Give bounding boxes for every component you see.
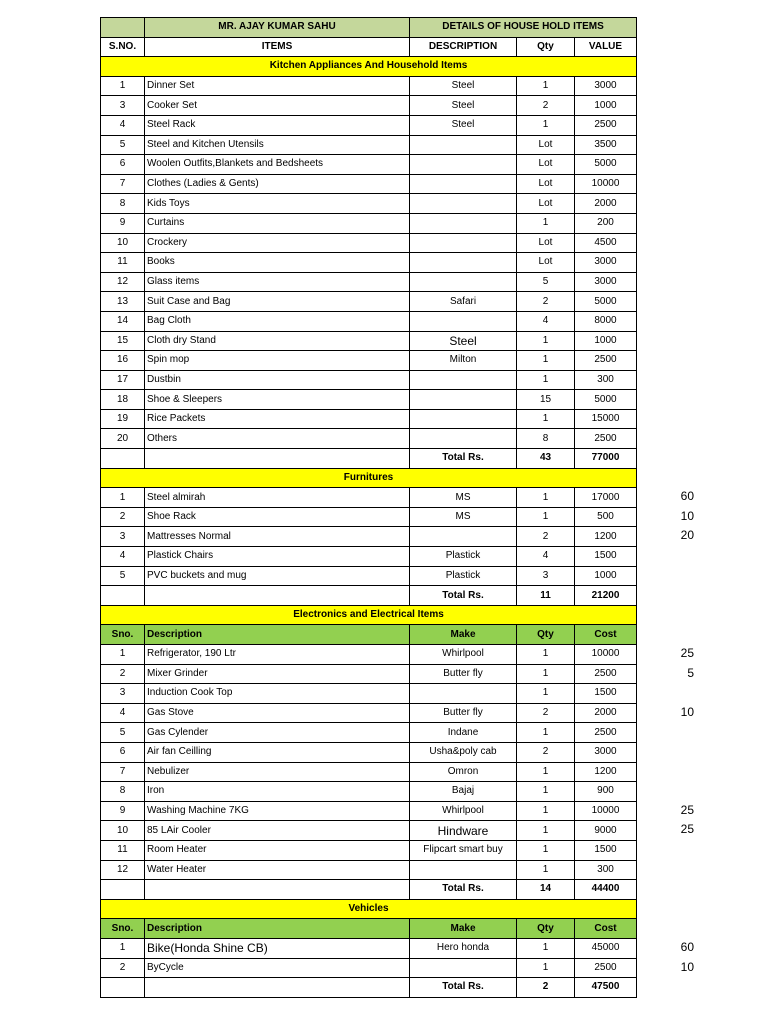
household-items-table [100, 17, 637, 998]
cell-sno: 17 [101, 370, 145, 390]
cell-description: Steel [410, 96, 517, 116]
cell-value: 3000 [575, 742, 637, 762]
section-header-qty: Qty [517, 919, 575, 939]
total-label: Total Rs. [410, 449, 517, 469]
cell-qty: Lot [517, 135, 575, 155]
cell-item: Water Heater [145, 860, 410, 880]
table-row [101, 76, 637, 96]
cell-item: Dustbin [145, 370, 410, 390]
cell-value: 1500 [575, 684, 637, 704]
cell-description: Flipcart smart buy [410, 840, 517, 860]
cell-description: Plastick [410, 566, 517, 586]
cell-description: Steel [410, 331, 517, 351]
cell-item: Woolen Outfits,Blankets and Bedsheets [145, 155, 410, 175]
side-note-number: 60 [680, 489, 694, 503]
cell-item: Cloth dry Stand [145, 331, 410, 351]
side-note-number: 20 [680, 528, 694, 542]
cell-sno: 11 [101, 840, 145, 860]
table-row [101, 566, 637, 586]
cell-value: 200 [575, 213, 637, 233]
title-row [101, 18, 637, 38]
cell-item: Others [145, 429, 410, 449]
cell-qty: 1 [517, 115, 575, 135]
column-header-value: VALUE [575, 37, 637, 57]
total-qty: 14 [517, 880, 575, 900]
cell-sno: 4 [101, 703, 145, 723]
cell-sno: 8 [101, 194, 145, 214]
total-spacer [145, 978, 410, 998]
cell-qty: 2 [517, 292, 575, 312]
cell-item: Shoe & Sleepers [145, 390, 410, 410]
cell-qty: 1 [517, 782, 575, 802]
side-note-number: 10 [680, 509, 694, 523]
table-row [101, 664, 637, 684]
cell-value: 1000 [575, 96, 637, 116]
cell-item: ByCycle [145, 958, 410, 978]
cell-item: Kids Toys [145, 194, 410, 214]
cell-sno: 8 [101, 782, 145, 802]
total-label: Total Rs. [410, 880, 517, 900]
total-qty: 2 [517, 978, 575, 998]
table-row [101, 645, 637, 665]
cell-sno: 20 [101, 429, 145, 449]
sheet-title: DETAILS OF HOUSE HOLD ITEMS [410, 18, 637, 38]
cell-item: Curtains [145, 213, 410, 233]
table-row [101, 938, 637, 958]
title-spacer [101, 18, 145, 38]
cell-value: 2500 [575, 958, 637, 978]
section-title: Furnitures [101, 468, 637, 488]
cell-item: Plastick Chairs [145, 547, 410, 567]
section-title: Vehicles [101, 899, 637, 919]
table-row [101, 155, 637, 175]
section-header-description: Description [145, 919, 410, 939]
cell-description [410, 155, 517, 175]
section-title: Electronics and Electrical Items [101, 605, 637, 625]
table-row [101, 194, 637, 214]
cell-sno: 6 [101, 742, 145, 762]
cell-item: Iron [145, 782, 410, 802]
table-row [101, 840, 637, 860]
cell-qty: 1 [517, 370, 575, 390]
cell-description: Hindware [410, 821, 517, 841]
table-row [101, 742, 637, 762]
cell-description: Plastick [410, 547, 517, 567]
cell-item: Gas Stove [145, 703, 410, 723]
cell-sno: 5 [101, 723, 145, 743]
cell-value: 2500 [575, 664, 637, 684]
cell-qty: 2 [517, 742, 575, 762]
cell-item: PVC buckets and mug [145, 566, 410, 586]
section-header-make: Make [410, 625, 517, 645]
cell-value: 9000 [575, 821, 637, 841]
table-row [101, 527, 637, 547]
cell-value: 900 [575, 782, 637, 802]
cell-description [410, 135, 517, 155]
cell-qty: 8 [517, 429, 575, 449]
side-note-number: 5 [687, 666, 694, 680]
owner-name: MR. AJAY KUMAR SAHU [145, 18, 410, 38]
table-row [101, 860, 637, 880]
section-title-row [101, 468, 637, 488]
cell-qty: 1 [517, 76, 575, 96]
cell-item: Shoe Rack [145, 507, 410, 527]
total-qty: 11 [517, 586, 575, 606]
total-spacer [101, 880, 145, 900]
total-value: 77000 [575, 449, 637, 469]
cell-description [410, 684, 517, 704]
cell-value: 2500 [575, 115, 637, 135]
cell-qty: 2 [517, 527, 575, 547]
table-row [101, 331, 637, 351]
cell-qty: 1 [517, 213, 575, 233]
cell-sno: 2 [101, 507, 145, 527]
section-header-sno: Sno. [101, 919, 145, 939]
cell-qty: 4 [517, 311, 575, 331]
table-row [101, 762, 637, 782]
cell-item: Induction Cook Top [145, 684, 410, 704]
cell-value: 2000 [575, 703, 637, 723]
cell-description: Bajaj [410, 782, 517, 802]
cell-value: 1200 [575, 527, 637, 547]
cell-description [410, 860, 517, 880]
table-row [101, 213, 637, 233]
total-spacer [145, 449, 410, 469]
cell-sno: 2 [101, 958, 145, 978]
side-note-number: 25 [680, 646, 694, 660]
cell-sno: 12 [101, 860, 145, 880]
column-header-items: ITEMS [145, 37, 410, 57]
cell-description [410, 272, 517, 292]
cell-qty: 1 [517, 762, 575, 782]
cell-item: Dinner Set [145, 76, 410, 96]
cell-qty: Lot [517, 155, 575, 175]
total-spacer [101, 449, 145, 469]
cell-value: 5000 [575, 390, 637, 410]
cell-value: 3000 [575, 253, 637, 273]
cell-value: 2500 [575, 351, 637, 371]
cell-item: Nebulizer [145, 762, 410, 782]
cell-qty: 1 [517, 840, 575, 860]
cell-sno: 12 [101, 272, 145, 292]
cell-description: Usha&poly cab [410, 742, 517, 762]
side-note-number: 10 [680, 705, 694, 719]
cell-qty: 1 [517, 821, 575, 841]
cell-qty: 3 [517, 566, 575, 586]
section-header-sno: Sno. [101, 625, 145, 645]
cell-item: Washing Machine 7KG [145, 801, 410, 821]
cell-sno: 1 [101, 938, 145, 958]
section-title: Kitchen Appliances And Household Items [101, 57, 637, 77]
cell-value: 5000 [575, 155, 637, 175]
table-row [101, 233, 637, 253]
cell-value: 2500 [575, 429, 637, 449]
table-row [101, 958, 637, 978]
cell-description: Butter fly [410, 703, 517, 723]
cell-value: 2000 [575, 194, 637, 214]
section-header-row [101, 919, 637, 939]
cell-sno: 4 [101, 547, 145, 567]
cell-sno: 14 [101, 311, 145, 331]
section-title-row [101, 605, 637, 625]
section-header-make: Make [410, 919, 517, 939]
cell-description: Whirlpool [410, 801, 517, 821]
total-row [101, 586, 637, 606]
table-row [101, 115, 637, 135]
table-row [101, 292, 637, 312]
table-row [101, 507, 637, 527]
side-note-number: 10 [680, 960, 694, 974]
cell-qty: 1 [517, 488, 575, 508]
cell-sno: 3 [101, 527, 145, 547]
cell-sno: 10 [101, 233, 145, 253]
table-row [101, 547, 637, 567]
column-header-qty: Qty [517, 37, 575, 57]
section-header-cost: Cost [575, 919, 637, 939]
cell-item: Books [145, 253, 410, 273]
table-row [101, 311, 637, 331]
cell-item: Spin mop [145, 351, 410, 371]
table-row [101, 390, 637, 410]
cell-item: Crockery [145, 233, 410, 253]
section-header-qty: Qty [517, 625, 575, 645]
cell-value: 1500 [575, 840, 637, 860]
cell-item: Bike(Honda Shine CB) [145, 938, 410, 958]
cell-description [410, 174, 517, 194]
cell-sno: 13 [101, 292, 145, 312]
cell-qty: 1 [517, 664, 575, 684]
section-header-row [101, 625, 637, 645]
table-row [101, 272, 637, 292]
cell-qty: 5 [517, 272, 575, 292]
cell-value: 300 [575, 370, 637, 390]
cell-item: Steel almirah [145, 488, 410, 508]
table-row [101, 253, 637, 273]
cell-qty: Lot [517, 194, 575, 214]
total-label: Total Rs. [410, 586, 517, 606]
cell-value: 10000 [575, 645, 637, 665]
cell-qty: 1 [517, 351, 575, 371]
cell-qty: 2 [517, 96, 575, 116]
total-spacer [145, 880, 410, 900]
cell-value: 1000 [575, 331, 637, 351]
table-row [101, 703, 637, 723]
cell-value: 10000 [575, 801, 637, 821]
cell-value: 3500 [575, 135, 637, 155]
column-header-sno: S.NO. [101, 37, 145, 57]
cell-qty: 1 [517, 958, 575, 978]
cell-qty: 1 [517, 507, 575, 527]
cell-item: Steel and Kitchen Utensils [145, 135, 410, 155]
total-spacer [101, 978, 145, 998]
cell-description [410, 527, 517, 547]
cell-item: Mattresses Normal [145, 527, 410, 547]
total-value: 47500 [575, 978, 637, 998]
cell-description [410, 409, 517, 429]
cell-sno: 19 [101, 409, 145, 429]
table-row [101, 429, 637, 449]
cell-description: MS [410, 488, 517, 508]
cell-item: Bag Cloth [145, 311, 410, 331]
section-header-description: Description [145, 625, 410, 645]
cell-value: 15000 [575, 409, 637, 429]
table-row [101, 782, 637, 802]
cell-sno: 5 [101, 566, 145, 586]
total-label: Total Rs. [410, 978, 517, 998]
cell-value: 3000 [575, 76, 637, 96]
cell-value: 4500 [575, 233, 637, 253]
cell-item: Steel Rack [145, 115, 410, 135]
cell-description: Whirlpool [410, 645, 517, 665]
cell-qty: 1 [517, 860, 575, 880]
cell-description [410, 233, 517, 253]
cell-value: 1500 [575, 547, 637, 567]
cell-qty: 1 [517, 801, 575, 821]
total-value: 21200 [575, 586, 637, 606]
cell-qty: 15 [517, 390, 575, 410]
cell-sno: 11 [101, 253, 145, 273]
cell-sno: 9 [101, 213, 145, 233]
cell-item: Room Heater [145, 840, 410, 860]
total-row [101, 978, 637, 998]
cell-sno: 4 [101, 115, 145, 135]
cell-description [410, 958, 517, 978]
cell-sno: 3 [101, 96, 145, 116]
cell-sno: 6 [101, 155, 145, 175]
table-row [101, 174, 637, 194]
cell-sno: 18 [101, 390, 145, 410]
cell-qty: Lot [517, 233, 575, 253]
table-row [101, 801, 637, 821]
cell-item: Suit Case and Bag [145, 292, 410, 312]
cell-description: Butter fly [410, 664, 517, 684]
cell-description: Hero honda [410, 938, 517, 958]
cell-description: Steel [410, 115, 517, 135]
cell-sno: 1 [101, 76, 145, 96]
cell-description: Omron [410, 762, 517, 782]
cell-value: 8000 [575, 311, 637, 331]
column-header-description: DESCRIPTION [410, 37, 517, 57]
cell-qty: 2 [517, 703, 575, 723]
cell-item: Cooker Set [145, 96, 410, 116]
cell-item: Clothes (Ladies & Gents) [145, 174, 410, 194]
cell-item: Refrigerator, 190 Ltr [145, 645, 410, 665]
cell-item: Rice Packets [145, 409, 410, 429]
cell-item: 85 LAir Cooler [145, 821, 410, 841]
cell-value: 10000 [575, 174, 637, 194]
table-row [101, 135, 637, 155]
cell-value: 17000 [575, 488, 637, 508]
section-title-row [101, 57, 637, 77]
cell-description [410, 370, 517, 390]
side-note-number: 60 [680, 940, 694, 954]
cell-value: 1000 [575, 566, 637, 586]
cell-description: Indane [410, 723, 517, 743]
cell-sno: 7 [101, 174, 145, 194]
table-row [101, 684, 637, 704]
cell-qty: Lot [517, 253, 575, 273]
cell-item: Air fan Ceilling [145, 742, 410, 762]
cell-qty: 1 [517, 645, 575, 665]
side-note-number: 25 [680, 803, 694, 817]
total-row [101, 880, 637, 900]
total-spacer [145, 586, 410, 606]
cell-sno: 16 [101, 351, 145, 371]
cell-description [410, 194, 517, 214]
cell-sno: 5 [101, 135, 145, 155]
cell-description [410, 390, 517, 410]
cell-sno: 9 [101, 801, 145, 821]
cell-qty: 1 [517, 723, 575, 743]
table-row [101, 821, 637, 841]
cell-sno: 3 [101, 684, 145, 704]
total-spacer [101, 586, 145, 606]
cell-sno: 1 [101, 645, 145, 665]
cell-description [410, 253, 517, 273]
cell-description: MS [410, 507, 517, 527]
section-header-cost: Cost [575, 625, 637, 645]
cell-value: 3000 [575, 272, 637, 292]
cell-value: 2500 [575, 723, 637, 743]
table-row [101, 723, 637, 743]
cell-sno: 10 [101, 821, 145, 841]
total-qty: 43 [517, 449, 575, 469]
cell-value: 300 [575, 860, 637, 880]
cell-qty: 1 [517, 684, 575, 704]
cell-qty: 1 [517, 331, 575, 351]
column-header-row [101, 37, 637, 57]
cell-sno: 1 [101, 488, 145, 508]
cell-item: Glass items [145, 272, 410, 292]
section-title-row [101, 899, 637, 919]
cell-qty: Lot [517, 174, 575, 194]
total-value: 44400 [575, 880, 637, 900]
cell-sno: 15 [101, 331, 145, 351]
cell-value: 1200 [575, 762, 637, 782]
side-note-number: 25 [680, 822, 694, 836]
cell-sno: 2 [101, 664, 145, 684]
total-row [101, 449, 637, 469]
cell-sno: 7 [101, 762, 145, 782]
table-row [101, 370, 637, 390]
table-row [101, 488, 637, 508]
cell-description [410, 311, 517, 331]
cell-value: 45000 [575, 938, 637, 958]
table-row [101, 351, 637, 371]
cell-item: Mixer Grinder [145, 664, 410, 684]
cell-value: 5000 [575, 292, 637, 312]
cell-item: Gas Cylender [145, 723, 410, 743]
cell-description [410, 429, 517, 449]
cell-qty: 4 [517, 547, 575, 567]
cell-qty: 1 [517, 409, 575, 429]
table-row [101, 96, 637, 116]
cell-description [410, 213, 517, 233]
cell-description: Safari [410, 292, 517, 312]
cell-description: Steel [410, 76, 517, 96]
cell-qty: 1 [517, 938, 575, 958]
table-row [101, 409, 637, 429]
cell-value: 500 [575, 507, 637, 527]
cell-description: Milton [410, 351, 517, 371]
